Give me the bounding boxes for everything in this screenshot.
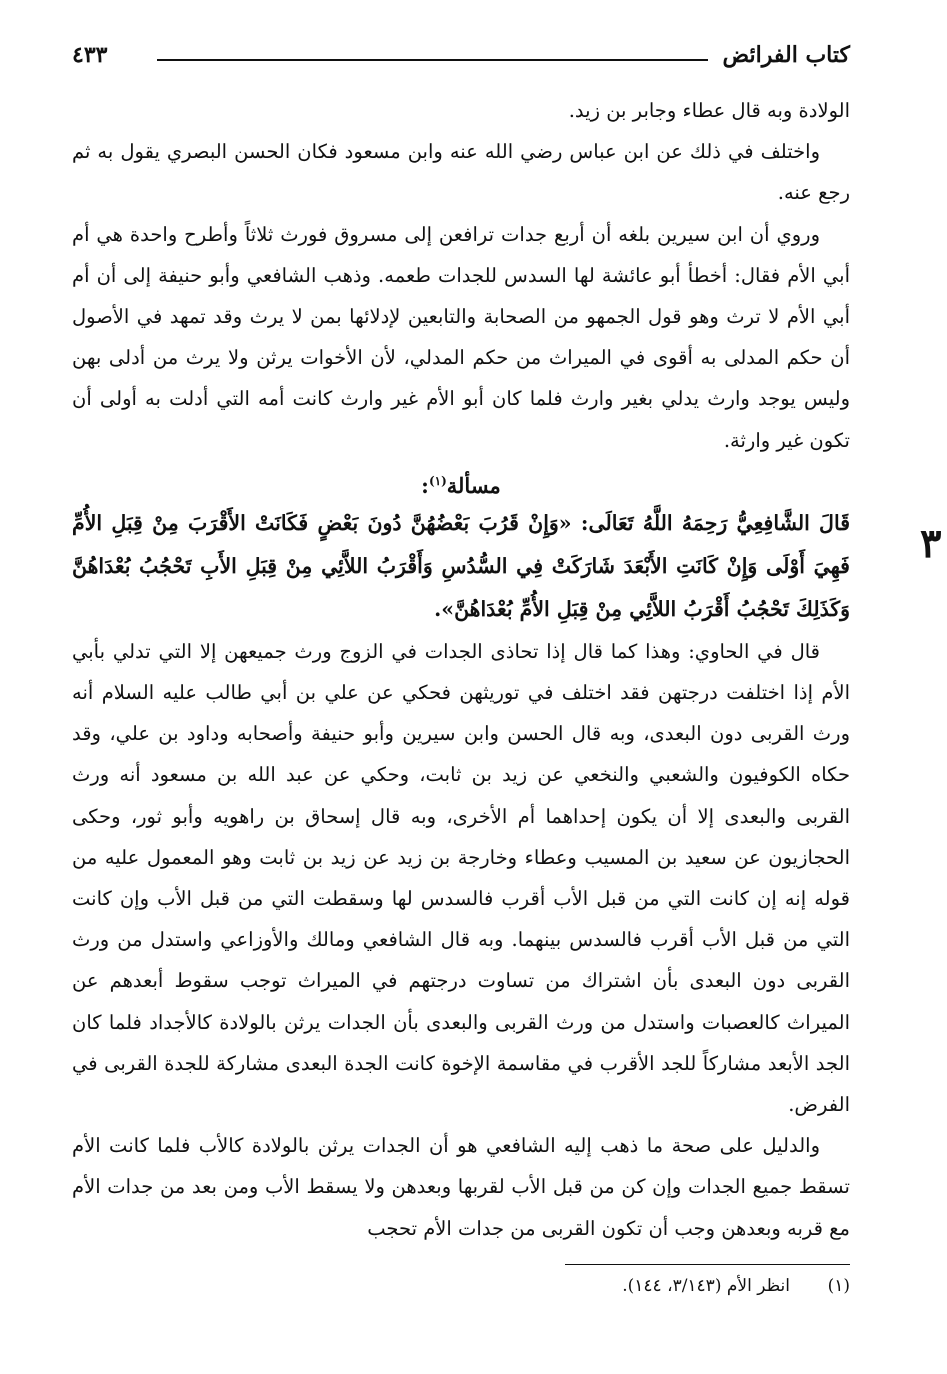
header-rule [157,59,708,61]
body-text [72,90,850,1249]
masala-heading [72,461,850,502]
matn-quote: قَالَ الشَّافِعِيُّ رَحِمَهُ اللَّهُ تَعَالَى: «وَإِنْ قَرُبَ بَعْضُهُنَّ دُونَ بَعْضٍ فَكَانَتْ الأَقْرَبَ مِنْ قِبَلِ الأُمِّ فَهِيَ أَوْلَى وَإِنْ كَانَتِ الأَبْعَدَ شَارَكَتْ فِي السُّدُسِ وَأَقْرَبُ اللاَّئِي مِنْ قِبَلِ الأَبِ تَحْجُبُ بُعْدَاهُنَّ وَكَذَلِكَ تَحْجُبُ أَقْرَبُ اللاَّئِي مِنْ قِبَلِ الأُمِّ بُعْدَاهُنَّ». [72,510,850,621]
paragraph-2: واختلف في ذلك عن ابن عباس رضي الله عنه وابن مسعود فكان الحسن البصري يقول به ثم رجع عنه. [72,140,850,205]
footnote [72,1276,850,1296]
footnote-ref: (١) [428,473,447,488]
paragraph-5: والدليل على صحة ما ذهب إليه الشافعي هو أن الجدات يرثن بالولادة كالأب فلما كانت الأم تسقط جميع الجدات وإن كن من قبل الأب لقربها وبعدهن ولا يسقط الأب ومن بعد من جدات الأم مع قربه وبعدهن وجب أن تكون القربى من جدات الأم تحجب [72,1134,850,1240]
chapter-title: كتاب الفرائض [722,42,850,68]
margin-mark: ٣ [920,520,942,567]
masala-title: مسألة [446,472,501,498]
footnote-number: (١) [827,1276,850,1296]
masala-colon: : [421,472,429,498]
paragraph-3: وروي أن ابن سيرين بلغه أن أربع جدات ترافعن إلى مسروق فورث ثلاثاً وأطرح واحدة هي أم أبي الأم فقال: أخطأ أبو عائشة لها السدس للجدات طعمه. وذهب الشافعي وأبو حنيفة إلى أن أم أبي الأم لا ترث وهو قول الجمهو من الصحابة والتابعين لإدلائها بمن لا يرث وقد تمهد في الأصول أن حكم المدلى به أقوى في الميراث من حكم المدلي، لأن الأخوات يرثن ولا يرث من أدلى بهن وليس يوجد وارث يدلي بغير وارث فلما كان أبو الأم غير وارث كانت أمه التي أدلت به أولى أن تكون غير وارثة. [72,222,850,452]
footnote-rule [565,1264,850,1265]
page-header [72,38,850,82]
footnote-text: انظر الأم (٣/١٤٣، ١٤٤). [622,1276,790,1296]
paragraph-4: قال في الحاوي: وهذا كما قال إذا تحاذى الجدات في الزوج ورث جميعهن إلا التي تدلي بأبي الأم إذا اختلفت درجتهن فقد اختلف في توريثهن فحكي عن علي بن أبي طالب عليه السلام أنه ورث القربى دون البعدى، وبه قال الحسن وابن سيرين وأبو حنيفة وأصحابه وداود بن علي، وقد حكاه الكوفيون والشعبي والنخعي عن زيد بن ثابت، وحكي عن عبد الله بن مسعود أنه ورث القربى والبعدى إلا أن يكون إحداهما أم الأخرى، وبه قال إسحاق بن راهويه وأبو ثور، وحكى الحجازيون عن سعيد بن المسيب وعطاء وخارجة بن زيد عن زيد بن ثابت وهو المعمول عليه من قوله إنه إن كانت التي من قبل الأب أقرب فالسدس لها وسقطت التي من قبل الأب وإن كانت التي من قبل الأب أقرب فالسدس بينهما. وبه قال الشافعي ومالك والأوزاعي واستدل من ورث القربى دون البعدى بأن اشتراك من تساوت درجتهم في الميراث توجب سقوط أبعدهم عن الميراث كالعصبات واستدل من ورث القربى والبعدى بأن الجدات يرثن بالولادة كالأجداد فلما كان الجد الأبعد مشاركاً للجد الأقرب في مقاسمة الإخوة كانت الجدة البعدى مشاركة للجدة القربى في الفرض. [72,639,850,1117]
page-number: ٤٣٣ [72,42,108,68]
paragraph-1: الولادة وبه قال عطاء وجابر بن زيد. [568,99,850,122]
